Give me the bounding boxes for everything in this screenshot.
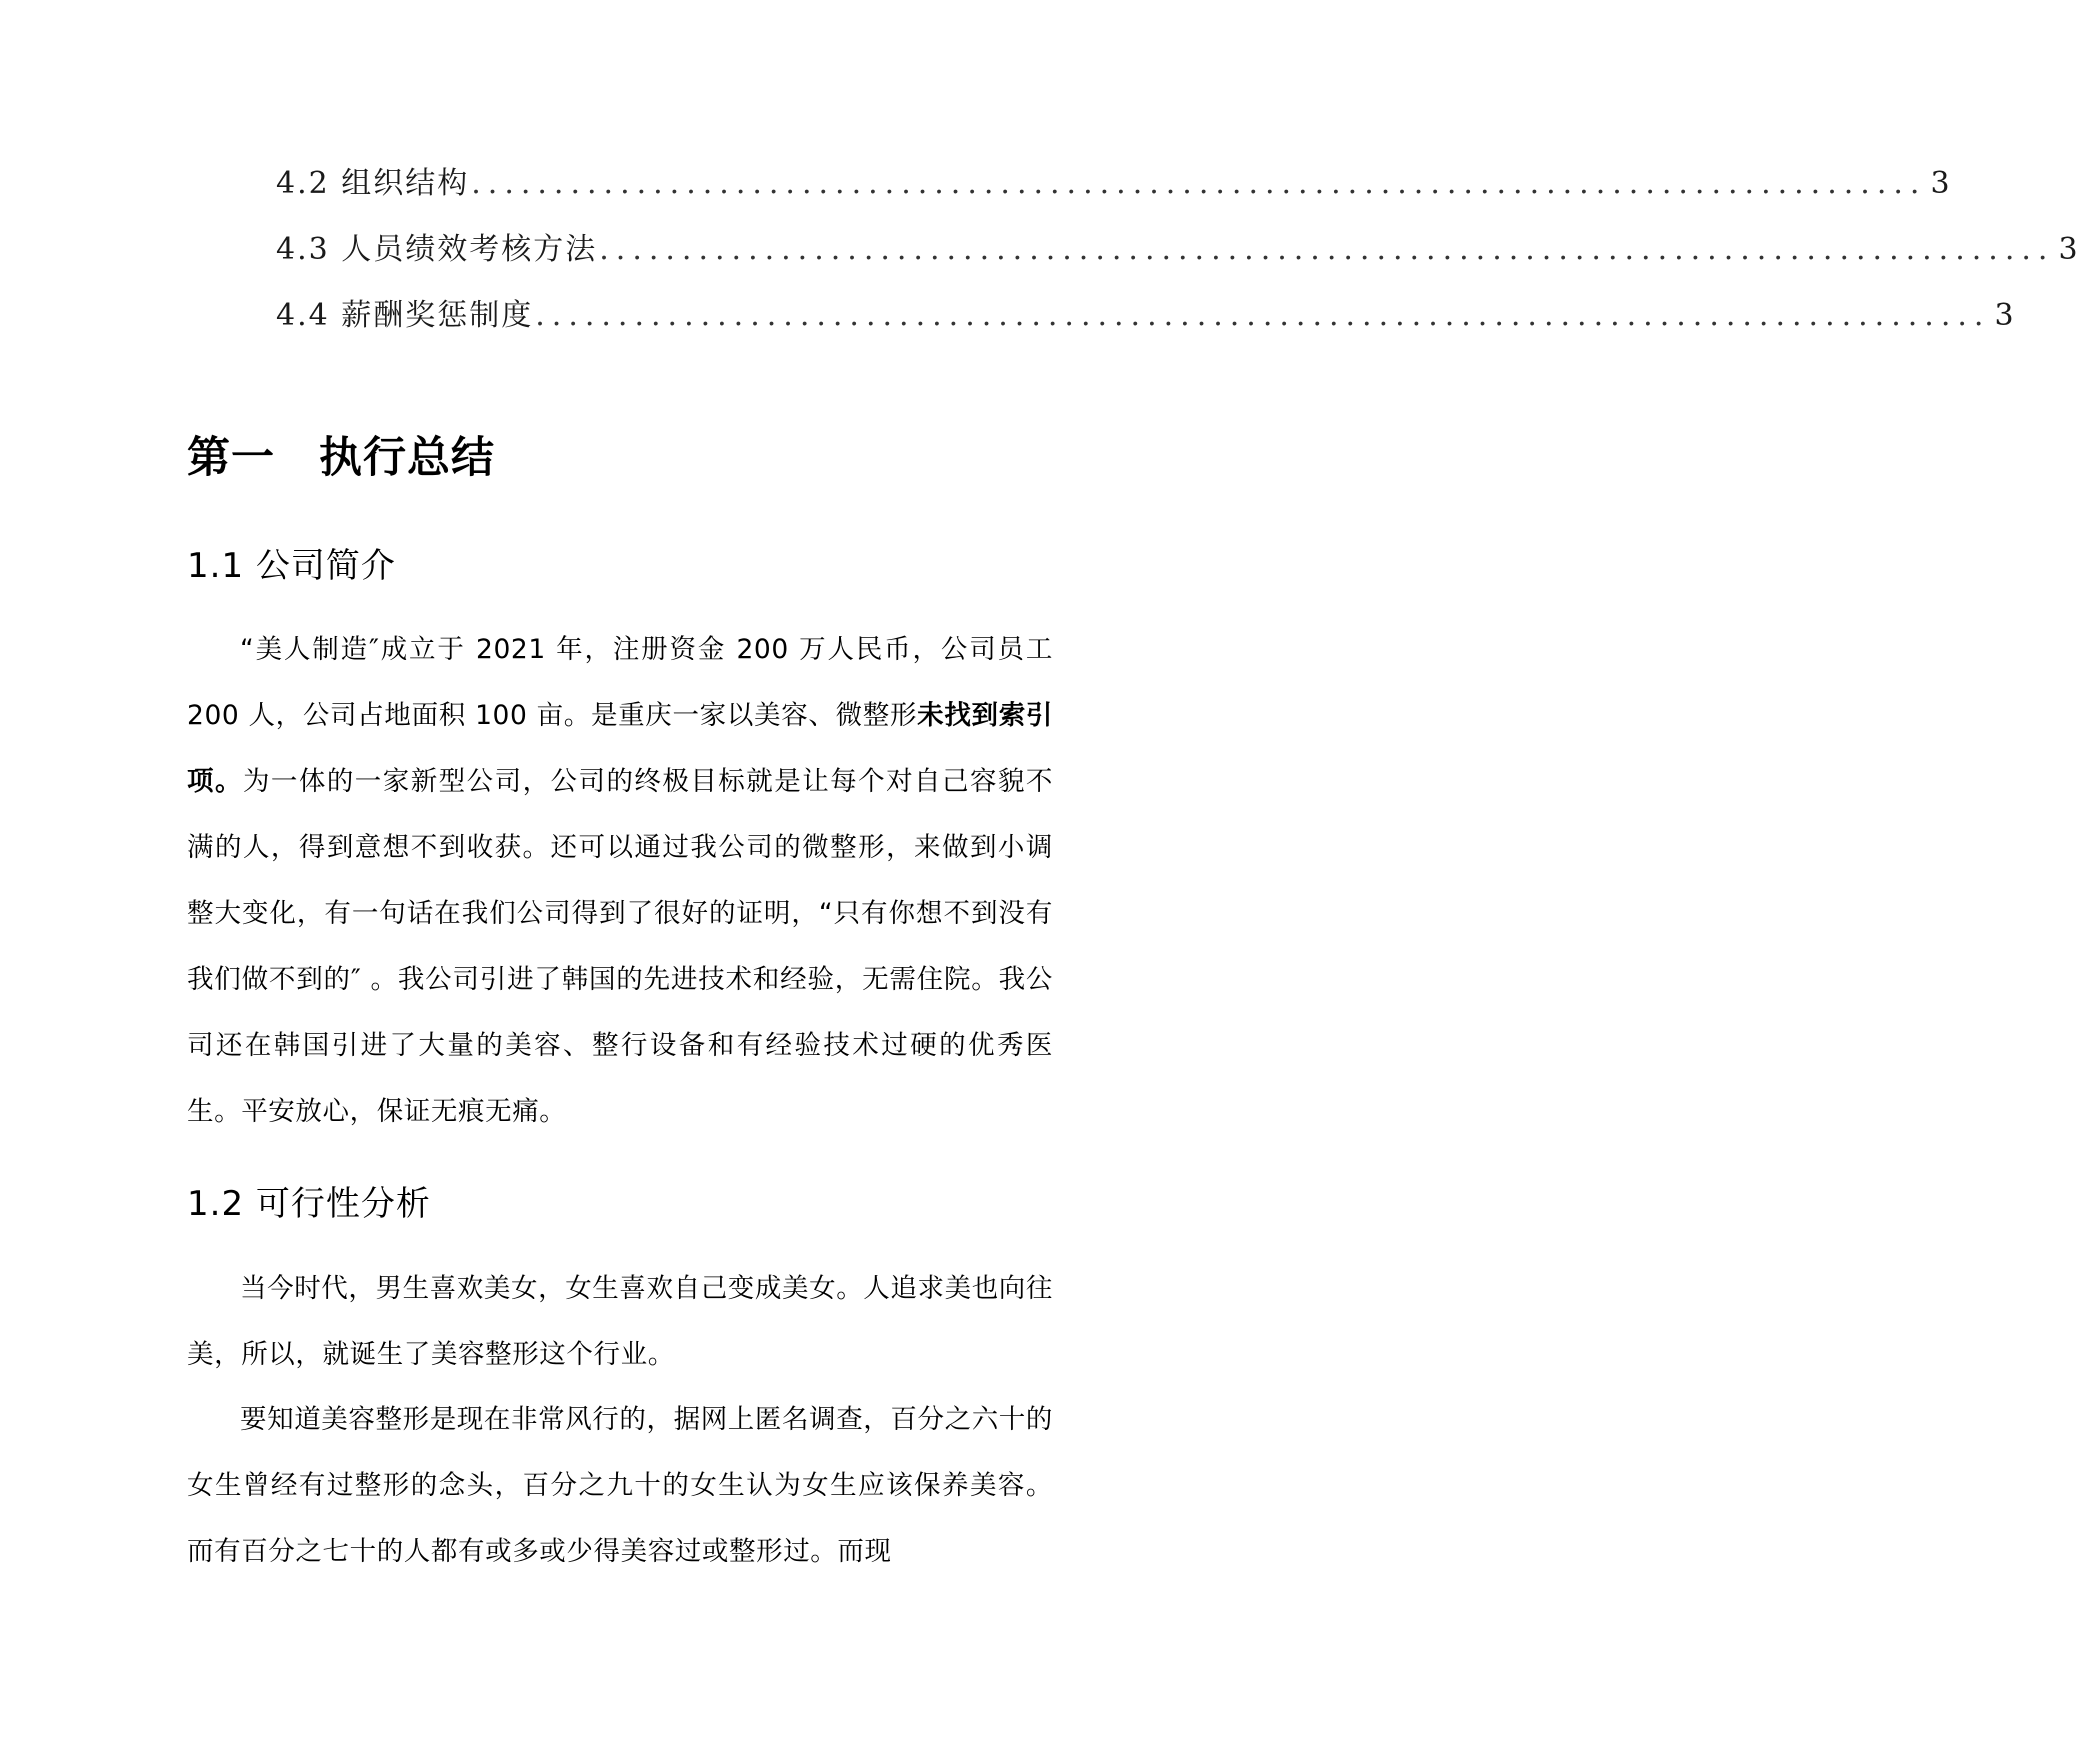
toc-entry[interactable] [276, 290, 2016, 356]
paragraph-company-intro [187, 617, 1053, 1145]
chapter-title: 执行总结 [319, 433, 495, 483]
toc-entry-page: 3 [2058, 232, 2080, 267]
chapter-heading [187, 424, 495, 485]
paragraph-text: “美人制造″成立于 2021 年，注册资金 200 万人民币，公司员工 200 人，公司占地面积 100 亩。是重庆一家以美容、微整形 [187, 634, 1053, 731]
section-heading-feasibility: 1.2 可行性分析 [187, 1184, 431, 1224]
toc-entry-page: 3 [1930, 166, 1952, 201]
paragraph-feasibility-1: 当今时代，男生喜欢美女，女生喜欢自己变成美女。人追求美也向往美，所以，就诞生了美容整形这个行业。 [187, 1273, 1053, 1370]
table-of-contents [276, 158, 2080, 356]
paragraph-text: 为一体的一家新型公司，公司的终极目标就是让每个对自己容貌不满的人，得到意想不到收获。还可以通过我公司的微整形，来做到小调整大变化，有一句话在我们公司得到了很好的证明，“只有你想不到没有我们做不到的″ 。我公司引进了韩国的先进技术和经验，无需住院。我公司还在韩国引进了大量的美容、整行设备和有经验技术过硬的优秀医生。平安放心，保证无痕无痛。 [187, 766, 1054, 1127]
toc-entry[interactable] [276, 158, 1952, 224]
section-heading-company-intro: 1.1 公司简介 [187, 546, 396, 586]
toc-entry[interactable] [276, 224, 2080, 290]
toc-leader-dots: ........................................................................................ [599, 232, 2055, 267]
toc-entry-page: 3 [1994, 298, 2016, 333]
index-error-text: 未找到索引项。 [187, 700, 1054, 797]
toc-entry-label: 4.4 薪酬奖惩制度 [276, 298, 534, 333]
toc-entry-label: 4.3 人员绩效考核方法 [276, 232, 598, 267]
chapter-number: 第一 [187, 433, 275, 483]
toc-entry-label: 4.2 组织结构 [276, 166, 470, 201]
toc-leader-dots: ........................................................................................ [535, 298, 1991, 333]
toc-leader-dots: ........................................................................................ [471, 166, 1927, 201]
paragraph-feasibility-2: 要知道美容整形是现在非常风行的，据网上匿名调查，百分之六十的女生曾经有过整形的念头，百分之九十的女生认为女生应该保养美容。而有百分之七十的人都有或多或少得美容过或整形过。而现 [187, 1404, 1053, 1567]
